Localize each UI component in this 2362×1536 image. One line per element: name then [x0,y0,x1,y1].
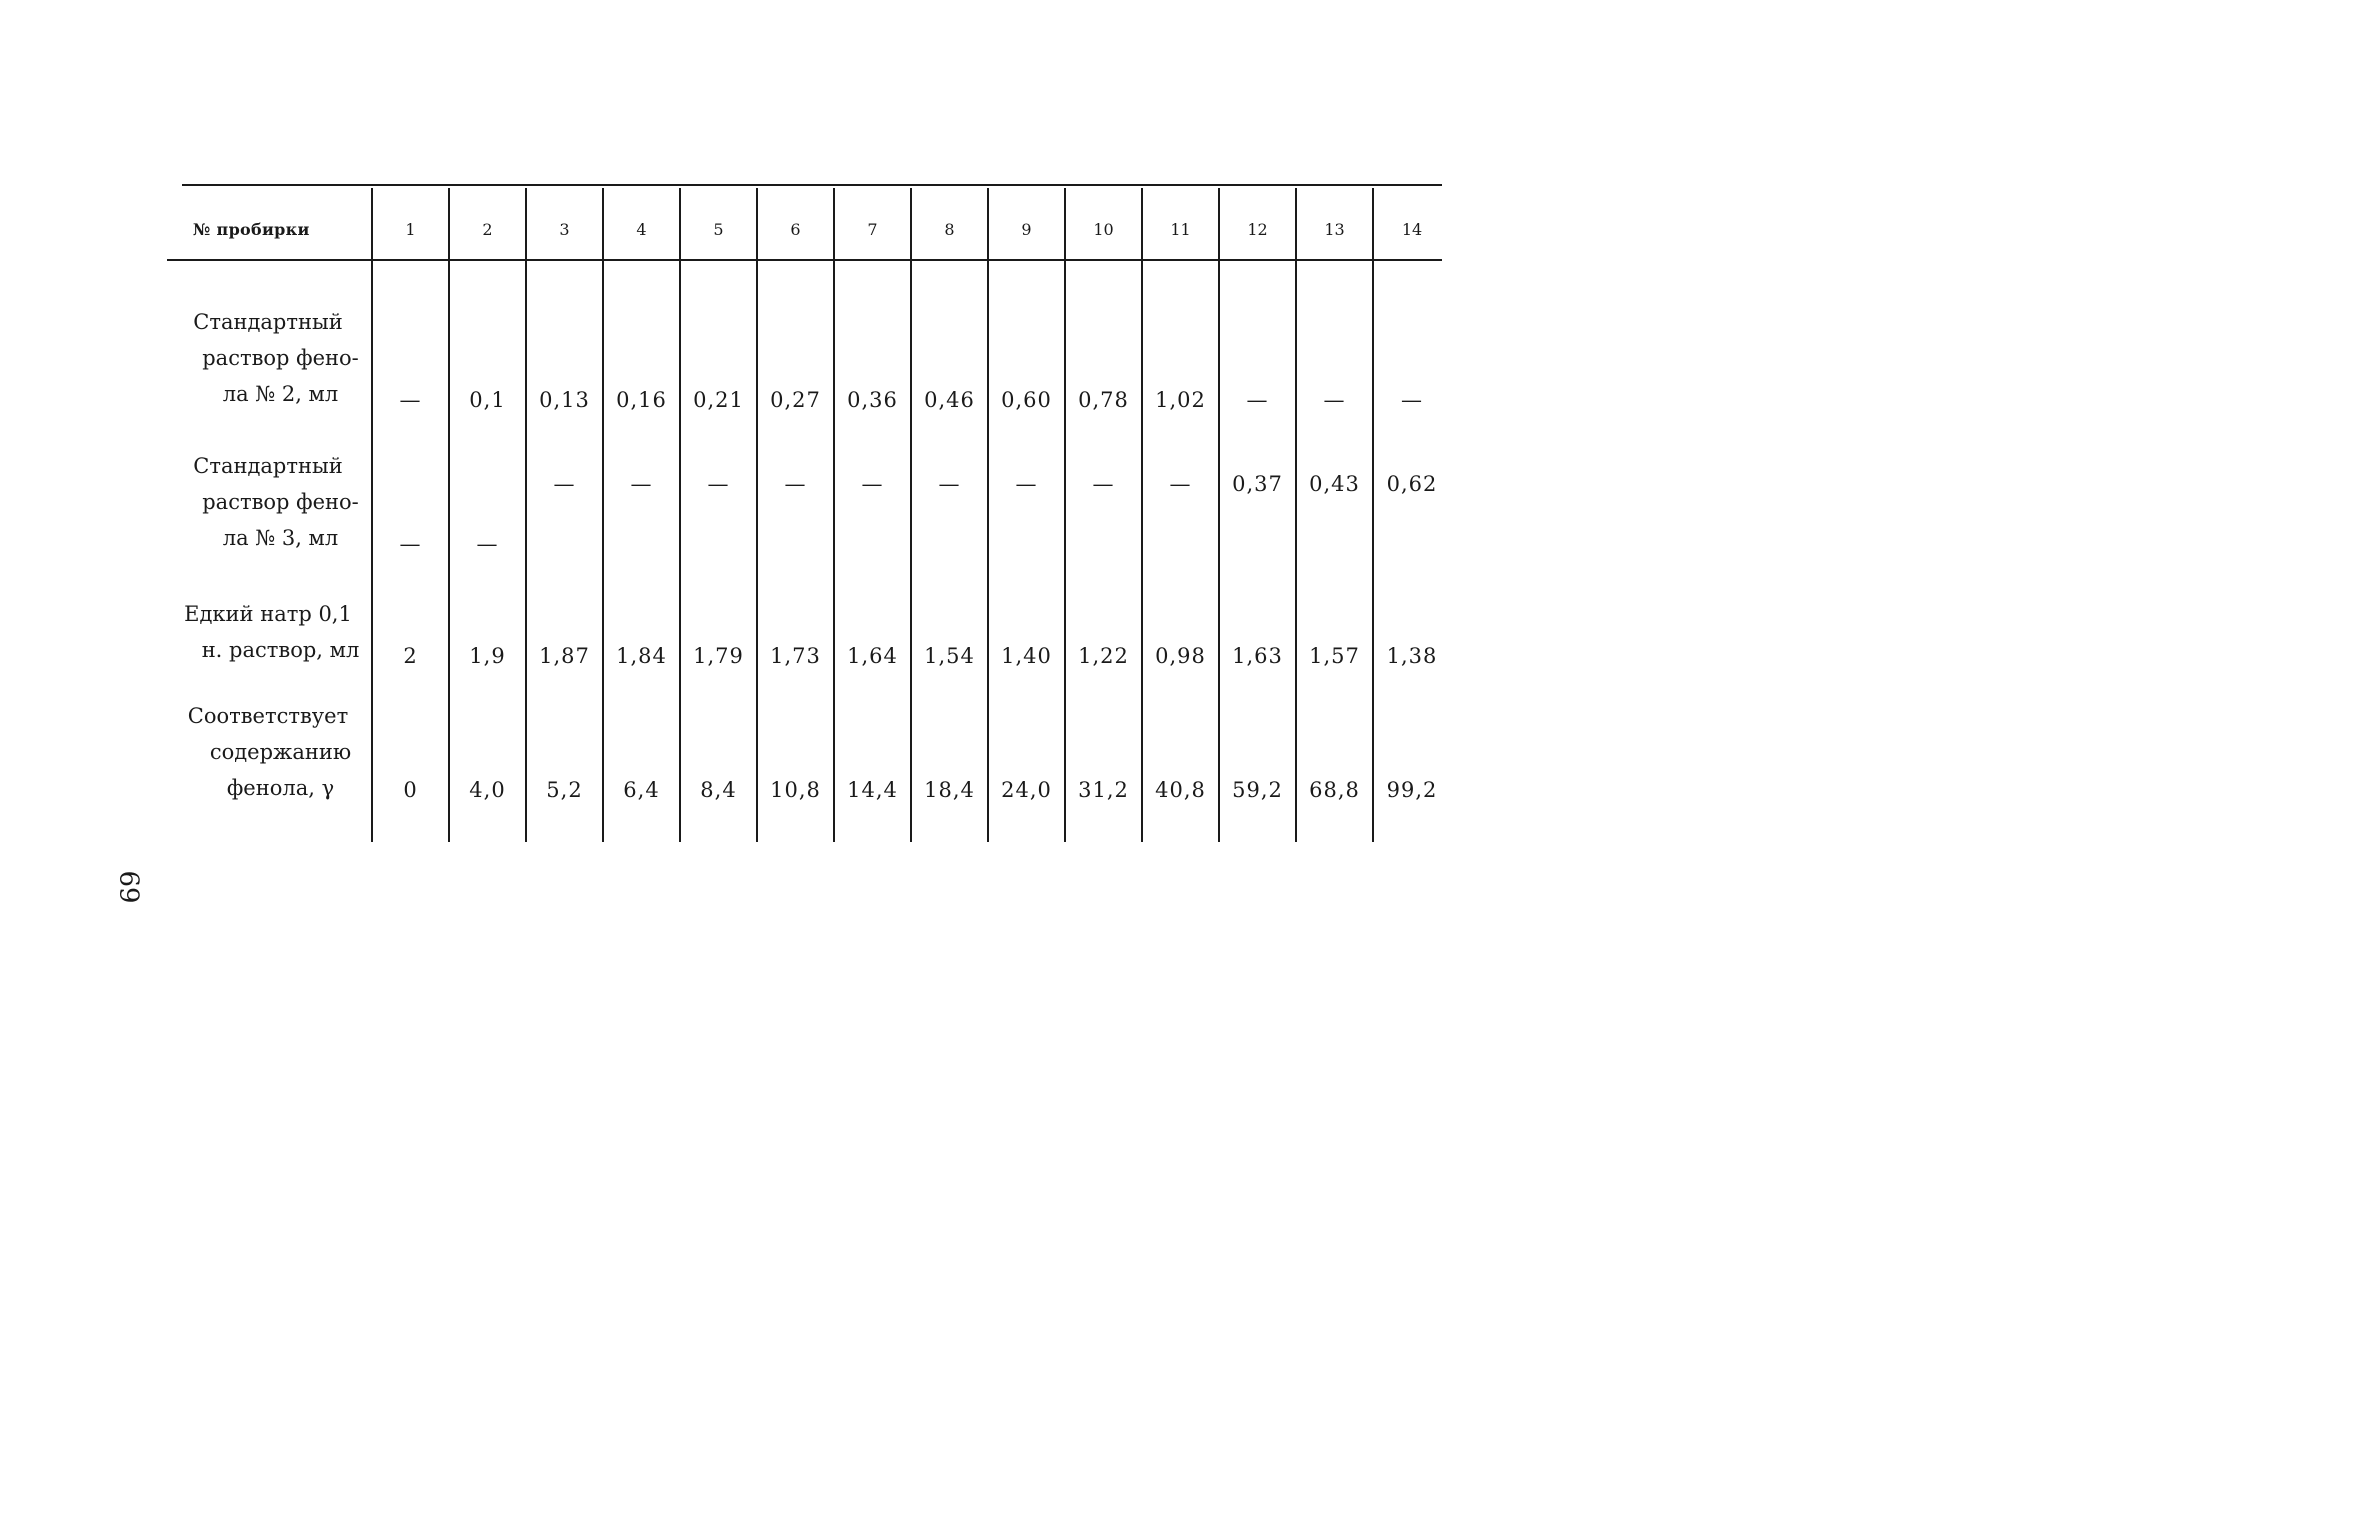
table-cell: 8,4 [680,668,757,842]
document-page [0,0,1552,1024]
table-cell: 0,62 [1373,412,1450,556]
table-cell: — [526,412,603,556]
table-cell: — [603,412,680,556]
table-row [165,264,1450,412]
table-cell: — [449,412,526,556]
table-cell: 1,40 [988,556,1065,668]
page-number: 69 [113,870,144,904]
table-cell: — [834,412,911,556]
table-cell: — [372,412,449,556]
header-row [165,188,1450,264]
table-cell: — [680,412,757,556]
row-label-line: н. раствор, мл [201,638,360,662]
table-cell: 0,37 [1219,412,1296,556]
table-cell: 1,63 [1219,556,1296,668]
table-cell: 0,43 [1296,412,1373,556]
row-label-line: ла № 3, мл [222,526,339,550]
table-cell: 1,84 [603,556,680,668]
table-row [165,556,1450,668]
column-header-3: 3 [526,188,603,264]
column-header-2: 2 [449,188,526,264]
table-cell: 0,98 [1142,556,1219,668]
column-header-10: 10 [1065,188,1142,264]
table-cell: 0,60 [988,264,1065,412]
table-cell: — [1142,412,1219,556]
row-label [165,556,372,668]
table-cell: 0,36 [834,264,911,412]
table-cell: 0,46 [911,264,988,412]
table-row [165,668,1450,842]
table-cell: 0,16 [603,264,680,412]
row-label [165,668,372,842]
table-cell: 31,2 [1065,668,1142,842]
table-cell: — [372,264,449,412]
table-cell: — [757,412,834,556]
row-label-line: Едкий натр 0,1 [184,602,352,626]
table-cell: 68,8 [1296,668,1373,842]
table-cell: 5,2 [526,668,603,842]
table-cell: 10,8 [757,668,834,842]
table-cell: — [1219,264,1296,412]
row-label-line: раствор фено- [202,490,359,514]
column-header-11: 11 [1142,188,1219,264]
header-label: № пробирки [193,219,310,239]
table-cell: 0 [372,668,449,842]
table-cell: 1,22 [1065,556,1142,668]
table-cell: 14,4 [834,668,911,842]
table-cell: 1,64 [834,556,911,668]
row-label-line: раствор фено- [202,346,359,370]
table-cell: — [1373,264,1450,412]
table-cell: — [988,412,1065,556]
table-cell: 2 [372,556,449,668]
table-cell: 40,8 [1142,668,1219,842]
column-header-5: 5 [680,188,757,264]
table-cell: 24,0 [988,668,1065,842]
top-rule [182,184,1442,186]
table-cell: — [1065,412,1142,556]
table-cell: 1,54 [911,556,988,668]
table-cell: 1,87 [526,556,603,668]
row-label-line: Стандартный [193,454,343,478]
table-cell: 6,4 [603,668,680,842]
table-cell: 1,02 [1142,264,1219,412]
table-cell: 59,2 [1219,668,1296,842]
table-cell: 18,4 [911,668,988,842]
column-header-4: 4 [603,188,680,264]
column-header-1: 1 [372,188,449,264]
table-cell: 0,78 [1065,264,1142,412]
table-row [165,412,1450,556]
column-header-12: 12 [1219,188,1296,264]
table-cell: 0,27 [757,264,834,412]
table-cell: 0,1 [449,264,526,412]
table-cell: 1,9 [449,556,526,668]
column-header-8: 8 [911,188,988,264]
table-cell: 0,21 [680,264,757,412]
table-cell: 1,79 [680,556,757,668]
row-label-line: фенола, γ [226,776,335,800]
table-cell: 0,13 [526,264,603,412]
table-cell: 4,0 [449,668,526,842]
table-cell: 99,2 [1373,668,1450,842]
row-label-line: Соответствует [187,704,349,728]
column-header-13: 13 [1296,188,1373,264]
table-cell: 1,38 [1373,556,1450,668]
row-label-line: ла № 2, мл [222,382,339,406]
table-cell: — [1296,264,1373,412]
row-label [165,412,372,556]
table-cell: 1,57 [1296,556,1373,668]
row-label-line: содержанию [209,740,352,764]
column-header-7: 7 [834,188,911,264]
phenol-calibration-table [165,188,1450,842]
column-header-6: 6 [757,188,834,264]
table-cell: — [911,412,988,556]
column-header-14: 14 [1373,188,1450,264]
row-label [165,264,372,412]
column-header-9: 9 [988,188,1065,264]
table-cell: 1,73 [757,556,834,668]
row-label-line: Стандартный [193,310,343,334]
